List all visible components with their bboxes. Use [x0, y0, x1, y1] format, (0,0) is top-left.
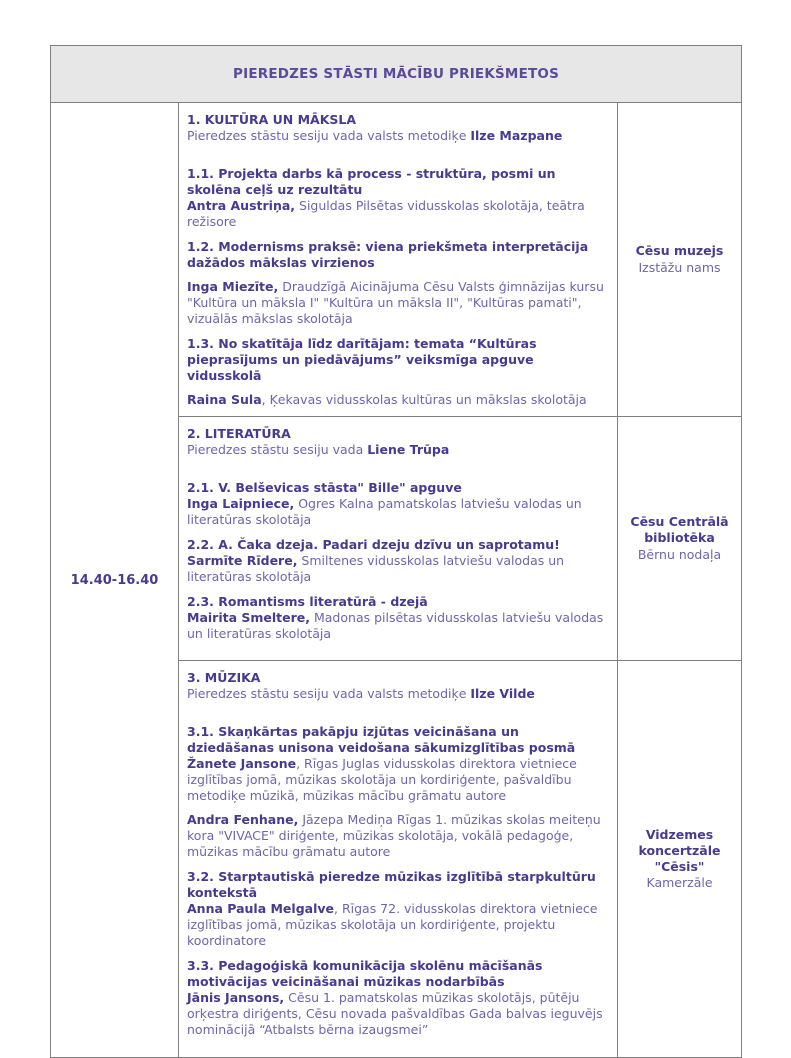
person-name: Andra Fenhane,	[187, 812, 299, 827]
location-name: Cēsu muzejs	[635, 243, 724, 259]
session-3-title: 3. MŪZIKA	[187, 670, 261, 685]
session-1-lead-prefix: Pieredzes stāstu sesiju vada valsts metodiķe	[187, 128, 471, 143]
person-name: Raina Sula	[187, 392, 262, 407]
agenda-item-1-2	[187, 239, 609, 327]
person-line	[187, 812, 609, 860]
person-line	[187, 553, 609, 585]
item-heading: 2.2. A. Čaka dzeja. Padari dzeju dzīvu un saprotamu!	[187, 537, 560, 552]
person-desc: Madonas pilsētas vidusskolas latviešu valodas un literatūras skolotāja	[187, 610, 604, 641]
item-heading: 1.1. Projekta darbs kā process - struktūra, posmi un skolēna ceļš uz rezultātu	[187, 166, 556, 197]
person-name: Inga Laipniece,	[187, 496, 295, 511]
person-line	[187, 279, 609, 327]
session-1-content	[179, 103, 618, 417]
item-heading: 1.3. No skatītāja līdz darītājam: temata “Kultūras pieprasījums un piedāvājums” veiksmīga apguve vidusskolā	[187, 336, 537, 383]
session-3-lead-prefix: Pieredzes stāstu sesiju vada valsts metodiķe	[187, 686, 471, 701]
location-name: Vidzemes koncertzāle "Cēsis"	[638, 826, 721, 874]
person-desc: Ogres Kalna pamatskolas latviešu valodas un literatūras skolotāja	[187, 496, 582, 527]
session-row-culture	[51, 103, 742, 417]
agenda-item-3-3	[187, 958, 609, 1038]
item-heading: 2.1. V. Belševicas stāsta" Bille" apguve	[187, 480, 462, 495]
session-3-lead-name: Ilze Vilde	[470, 686, 535, 701]
person-desc: Siguldas Pilsētas vidusskolas skolotāja, teātra režisore	[187, 198, 585, 229]
person-line	[187, 610, 609, 642]
person-line	[187, 496, 609, 528]
session-2-location	[618, 417, 742, 661]
item-heading: 3.2. Starptautiskā pieredze mūzikas izglītībā starpkultūru kontekstā	[187, 869, 596, 900]
location-detail: Izstāžu nams	[638, 259, 721, 275]
person-name: Jānis Jansons,	[187, 990, 285, 1005]
session-1-location	[618, 103, 742, 417]
agenda-item-2-1	[187, 480, 609, 528]
item-heading: 1.2. Modernisms praksē: viena priekšmeta interpretācija dažādos mākslas virzienos	[187, 239, 589, 270]
person-name: Antra Austriņa,	[187, 198, 296, 213]
person-line	[187, 392, 609, 408]
agenda-item-1-3	[187, 336, 609, 408]
item-heading: 2.3. Romantisms literatūrā - dzejā	[187, 594, 428, 609]
person-name: Mairita Smeltere,	[187, 610, 311, 625]
person-desc: Smiltenes vidusskolas latviešu valodas un literatūras skolotāja	[187, 553, 565, 584]
person-name: Inga Miezīte,	[187, 279, 279, 294]
session-2-lead-name: Liene Trūpa	[367, 442, 450, 457]
session-2-title: 2. LITERATŪRA	[187, 426, 291, 441]
agenda-item-2-2	[187, 537, 609, 585]
person-desc: , Rīgas Juglas vidusskolas direktora vietniece izglītības jomā, mūzikas skolotāja un kordiriģente, pašvaldību metodiķe mūzikā, mūzikas mācību grāmatu autore	[187, 756, 577, 803]
session-3-location	[618, 661, 742, 1058]
person-line	[187, 901, 609, 949]
session-1-title: 1. KULTŪRA UN MĀKSLA	[187, 112, 357, 127]
person-line	[187, 756, 609, 804]
person-line	[187, 990, 609, 1038]
person-desc: Jāzepa Mediņa Rīgas 1. mūzikas skolas meiteņu kora "VIVACE" diriģente, mūzikas skolotāja, vokālā pedagoģe, mūzikas mācību grāmatu autore	[187, 812, 601, 859]
person-name: Žanete Jansone	[187, 756, 297, 771]
agenda-item-2-3	[187, 594, 609, 642]
location-detail: Kamerzāle	[646, 875, 713, 891]
time-cell: 14.40-16.40	[51, 103, 179, 1058]
item-heading: 3.1. Skaņkārtas pakāpju izjūtas veicināšana un dziedāšanas unisona veidošana sākumizglītības posmā	[187, 724, 576, 755]
location-detail: Bērnu nodaļa	[637, 546, 722, 562]
session-2-lead	[187, 442, 609, 458]
session-3-lead	[187, 686, 609, 702]
person-desc: Draudzīgā Aicinājuma Cēsu Valsts ģimnāzijas kursu "Kultūra un māksla I" "Kultūra un māksla II", "Kultūras pamati", vizuālās mākslas skolotāja	[187, 279, 604, 326]
agenda-item-3-2	[187, 869, 609, 949]
person-desc: , Ķekavas vidusskolas kultūras un mākslas skolotāja	[261, 392, 587, 407]
agenda-item-1-1	[187, 166, 609, 230]
person-name: Sarmīte Rīdere,	[187, 553, 298, 568]
person-desc: , Rīgas 72. vidusskolas direktora vietniece izglītības jomā, mūzikas skolotāja un kordiriģente, projektu koordinatore	[187, 901, 598, 948]
location-name: Cēsu Centrālā bibliotēka	[630, 514, 729, 546]
session-3-content	[179, 661, 618, 1058]
agenda-item-3-1	[187, 724, 609, 860]
schedule-table	[50, 45, 742, 1058]
session-1-lead	[187, 128, 609, 144]
item-heading: 3.3. Pedagoģiskā komunikācija skolēnu mācīšanās motivācijas veicināšanai mūzikas nodarbībās	[187, 958, 543, 989]
person-line	[187, 198, 609, 230]
table-title: PIEREDZES STĀSTI MĀCĪBU PRIEKŠMETOS	[51, 46, 742, 103]
session-2-content	[179, 417, 618, 661]
person-desc: Cēsu 1. pamatskolas mūzikas skolotājs, pūtēju orķestra diriģents, Cēsu novada pašvaldības Gada balvas ieguvējs nominācijā “Atbalsts bērna izaugsmei”	[187, 990, 603, 1037]
session-1-lead-name: Ilze Mazpane	[470, 128, 563, 143]
table-header-row	[51, 46, 742, 103]
person-name: Anna Paula Melgalve	[187, 901, 334, 916]
session-2-lead-prefix: Pieredzes stāstu sesiju vada	[187, 442, 368, 457]
